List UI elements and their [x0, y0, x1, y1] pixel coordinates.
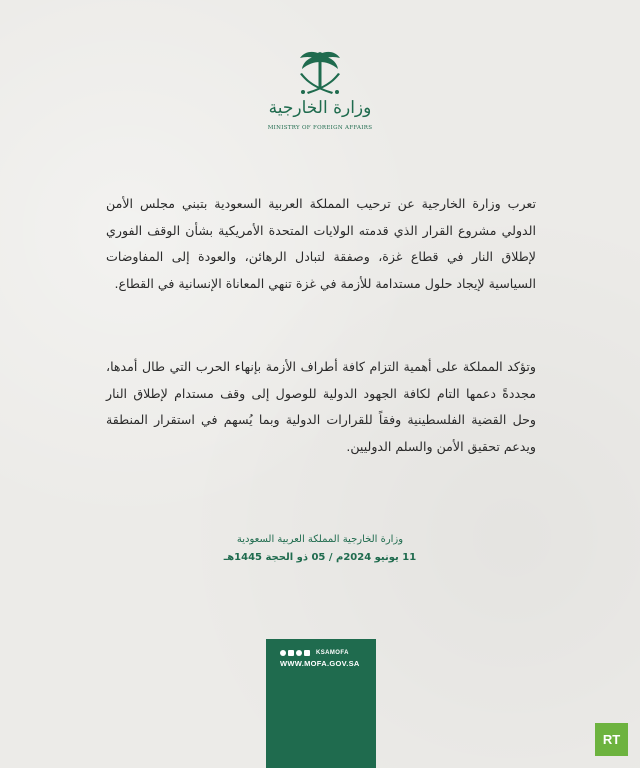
- website-link[interactable]: WWW.MOFA.GOV.SA: [280, 659, 360, 668]
- signature-date: 11 يونيو 2024م / 05 ذو الحجة 1445هـ: [223, 552, 417, 563]
- facebook-icon[interactable]: [288, 650, 294, 656]
- ministry-english-name: MINISTRY OF FOREIGN AFFAIRS: [267, 125, 373, 131]
- social-handle[interactable]: KSAMOFA: [316, 650, 349, 656]
- rt-watermark-logo: RT: [595, 723, 628, 756]
- statement-paragraph-1: تعرب وزارة الخارجية عن ترحيب المملكة العربية السعودية بتبني مجلس الأمن الدولي مشروع القرار الذي قدمته الولايات المتحدة الأمريكية بشأن الوقف الفوري لإطلاق النار في قطاع غزة، وصفقة لتبادل الرهائن، والعودة إلى المفاوضات السياسية لإيجاد حلول مستدامة للأزمة في غزة تنهي المعاناة الإنسانية في القطاع.: [106, 196, 536, 291]
- instagram-icon[interactable]: [296, 650, 302, 656]
- statement-paragraph-2: وتؤكد المملكة على أهمية التزام كافة أطراف الأزمة بإنهاء الحرب التي طال أمدها، مجددةً دعمها التام لكافة الجهود الدولية للوصول إلى وقف مستدام لإطلاق النار وحل القضية الفلسطينية وفقاً للقرارات الدولية وبما يُسهم في استقرار المنطقة ويدعم تحقيق الأمن والسلم الدوليين.: [106, 359, 536, 454]
- x-icon[interactable]: [304, 650, 310, 656]
- snapchat-icon[interactable]: [280, 650, 286, 656]
- saudi-emblem-icon: [270, 44, 370, 134]
- social-links: [280, 650, 349, 656]
- signature-issuer: وزارة الخارجية المملكة العربية السعودية: [236, 534, 404, 545]
- ministry-arabic-name: وزارة الخارجية: [268, 98, 372, 118]
